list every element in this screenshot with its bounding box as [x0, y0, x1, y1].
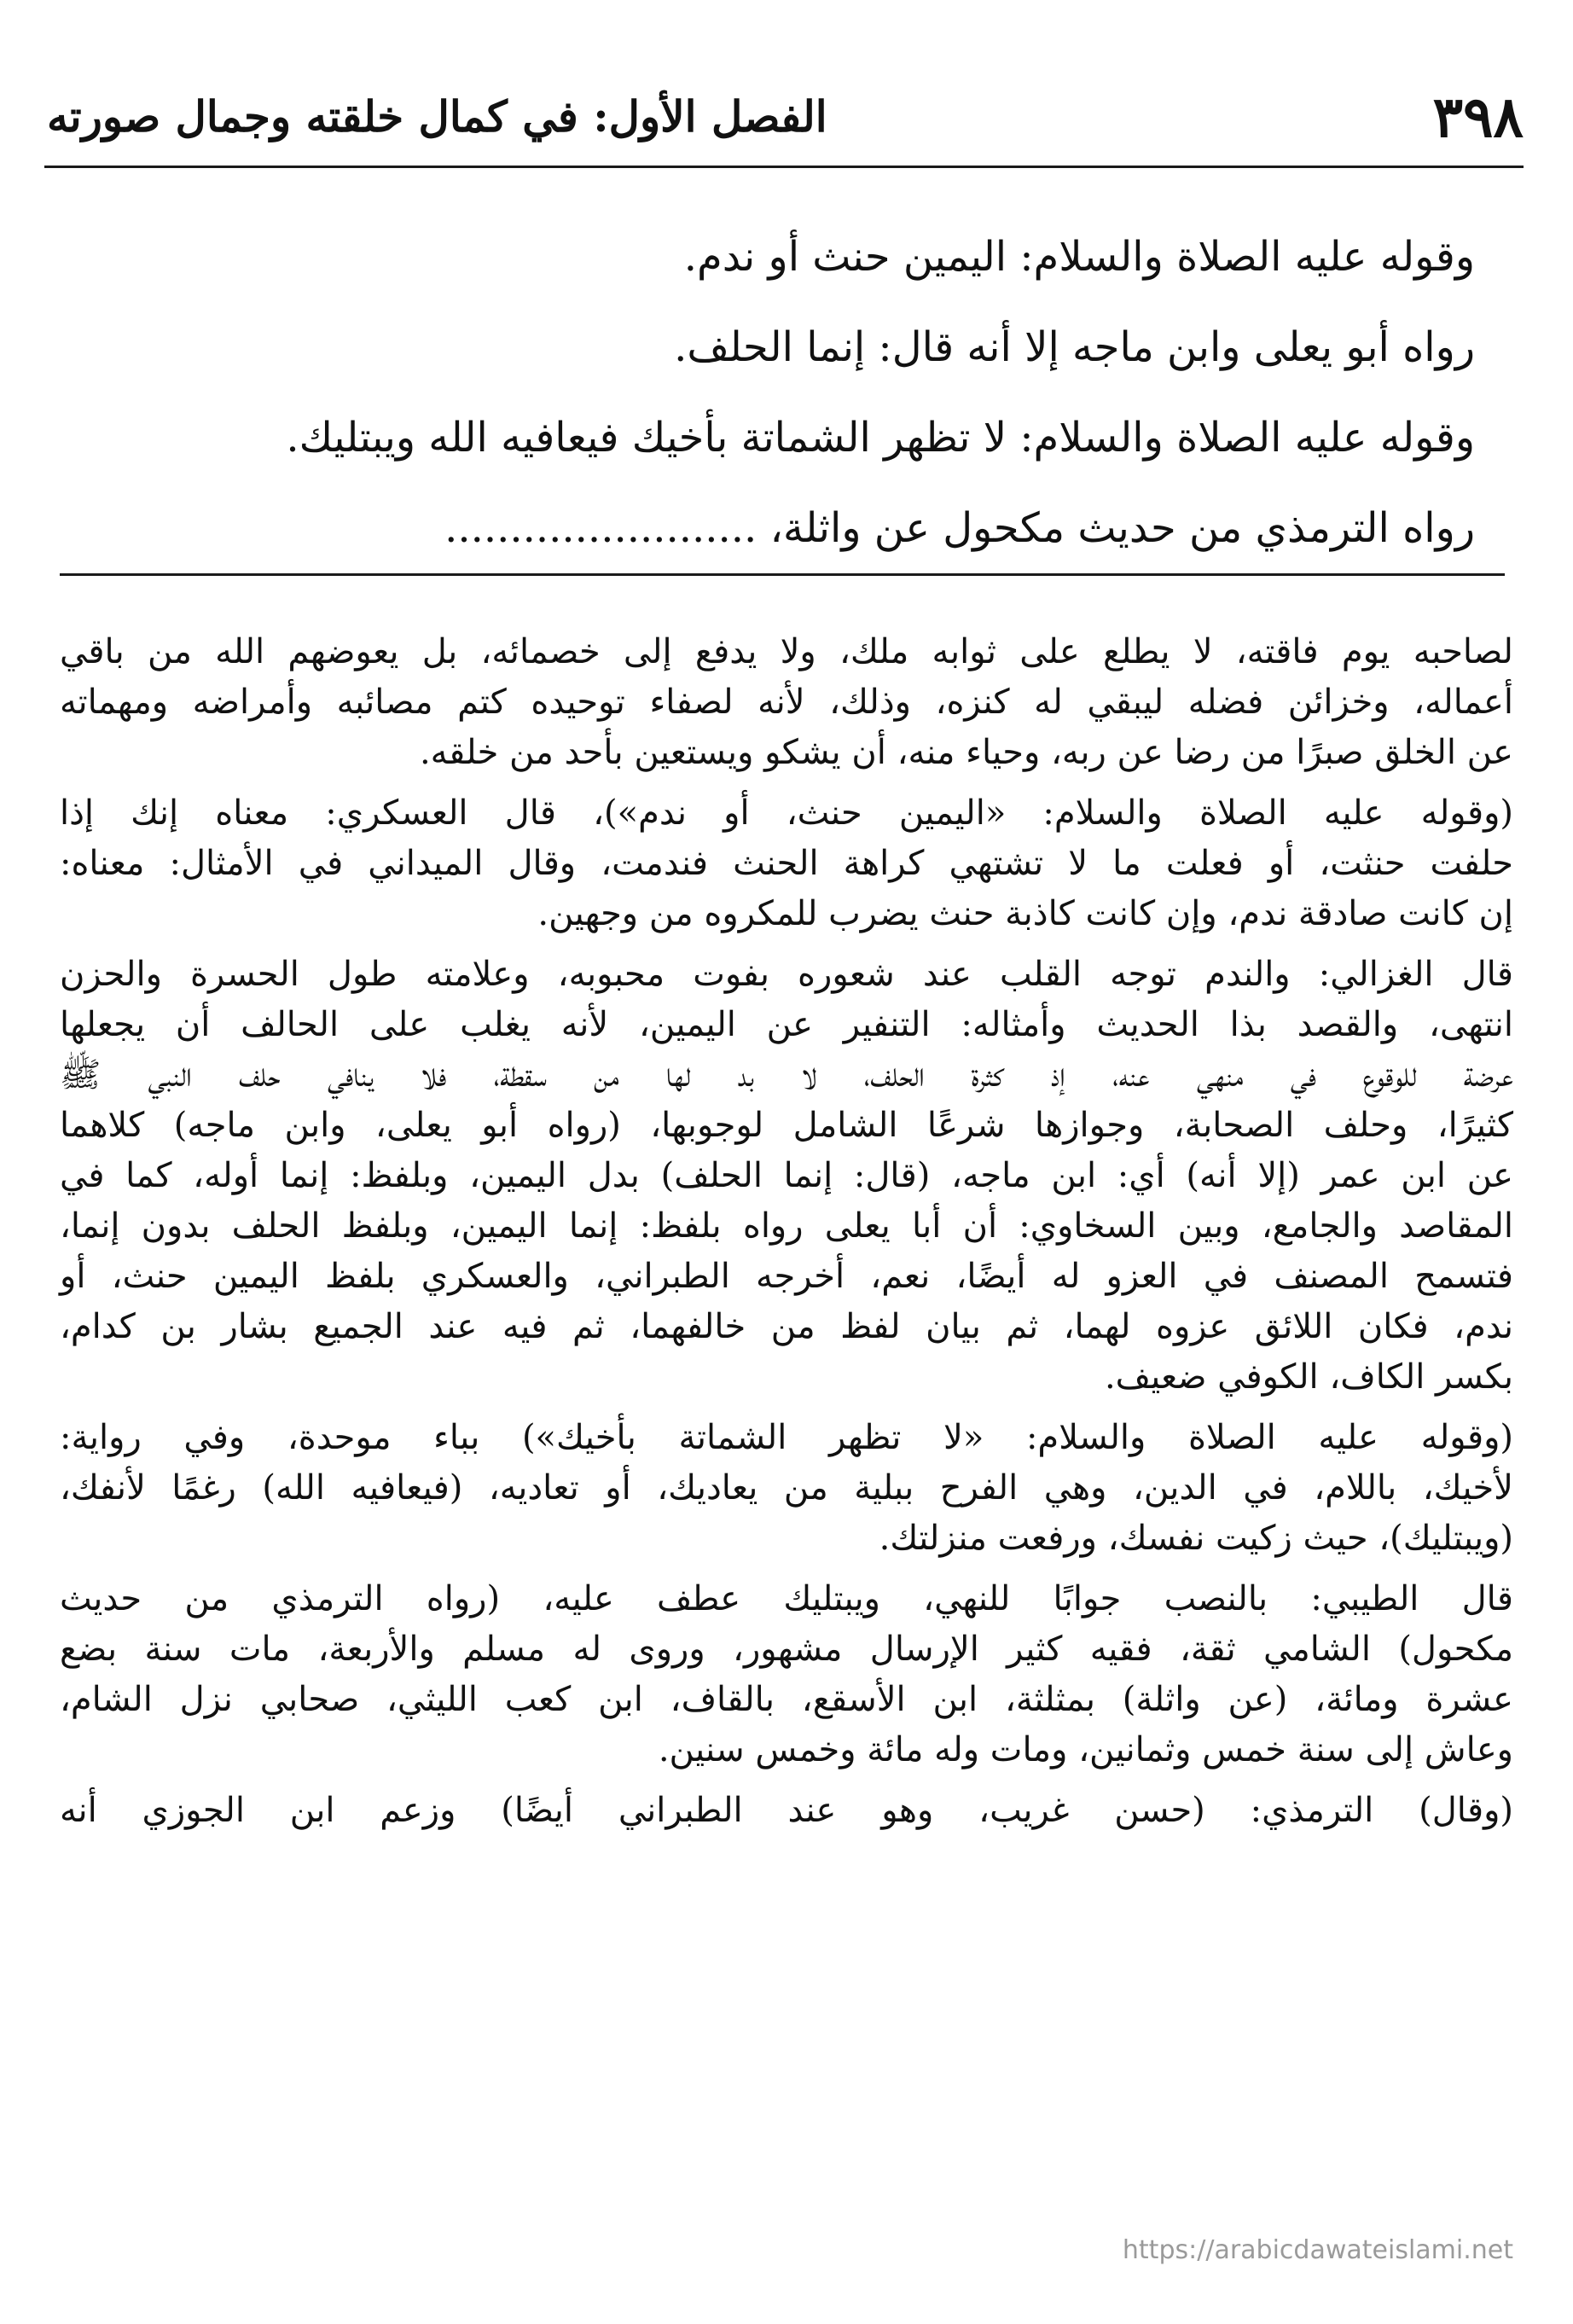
commentary-line: قال الغزالي: والندم توجه القلب عند شعوره بفوت محبوبه، وعلامته طول الحسرة والحزن	[60, 955, 1513, 994]
commentary-line: عن ابن عمر (إلا أنه) أي: ابن ماجه، (قال: إنما الحلف) بدل اليمين، وبلفظ: إنما أوله، كما في	[60, 1156, 1513, 1195]
matn-separator-rule	[60, 573, 1505, 576]
commentary-line: (ويبتليك)، حيث زكيت نفسك، ورفعت منزلتك.	[879, 1519, 1513, 1558]
commentary-line: عن الخلق صبرًا من رضا عن ربه، وحياء منه، أن يشكو ويستعين بأحد من خلقه.	[419, 733, 1513, 772]
matn-line: رواه أبو يعلى وابن ماجه إلا أنه قال: إنما الحلف.	[674, 323, 1475, 371]
matn-line: وقوله عليه الصلاة والسلام: لا تظهر الشماتة بأخيك فيعافيه الله ويبتليك.	[286, 414, 1475, 462]
header-rule	[44, 166, 1524, 168]
commentary-line: فتسمح المصنف في العزو له أيضًا، نعم، أخرجه الطبراني، والعسكري بلفظ اليمين حنث، أو	[60, 1257, 1513, 1296]
commentary-line: ندم، فكان اللائق عزوه لهما، ثم بيان لفظ من خالفهما، ثم فيه عند الجميع بشار بن كدام،	[60, 1307, 1513, 1346]
commentary-paragraph	[60, 627, 1513, 778]
commentary-line: (وقال) الترمذي: (حسن غريب، وهو عند الطبراني أيضًا) وزعم ابن الجوزي أنه	[60, 1791, 1513, 1830]
page-number: ٣٩٨	[1432, 84, 1524, 150]
commentary-line: (وقوله عليه الصلاة والسلام: «لا تظهر الشماتة بأخيك») بباء موحدة، وفي رواية:	[60, 1418, 1513, 1457]
commentary-line: مكحول) الشامي ثقة، فقيه كثير الإرسال مشهور، وروى له مسلم والأربعة، مات سنة بضع	[60, 1630, 1513, 1669]
page-header	[47, 78, 1524, 155]
commentary-line: وعاش إلى سنة خمس وثمانين، ومات وله مائة وخمس سنين.	[658, 1730, 1513, 1769]
commentary-line: قال الطيبي: بالنصب جوابًا للنهي، ويبتليك عطف عليه، (رواه الترمذي من حديث	[60, 1579, 1513, 1618]
commentary-line: عشرة ومائة، (عن واثلة) بمثلثة، ابن الأسقع، بالقاف، ابن كعب الليثي، صحابي نزل الشام،	[60, 1680, 1513, 1719]
matn-block	[102, 212, 1475, 573]
commentary-paragraph	[60, 1574, 1513, 1775]
commentary-block	[60, 627, 1513, 1846]
commentary-line: انتهى، والقصد بذا الحديث وأمثاله: التنفير عن اليمين، لأنه يغلب على الحالف أن يجعلها	[60, 1005, 1513, 1044]
commentary-paragraph	[60, 788, 1513, 939]
commentary-paragraph	[60, 1413, 1513, 1564]
commentary-line: حلفت حنثت، أو فعلت ما لا تشتهي كراهة الحنث فندمت، وقال الميداني في الأمثال: معناه:	[60, 844, 1513, 883]
commentary-line: بكسر الكاف، الكوفي ضعيف.	[1104, 1357, 1513, 1397]
commentary-line: لصاحبه يوم فاقته، لا يطلع على ثوابه ملك، ولا يدفع إلى خصمائه، بل يعوضهم الله من باقي	[60, 632, 1513, 671]
commentary-line: (وقوله عليه الصلاة والسلام: «اليمين حنث، أو ندم»)، قال العسكري: معناه إنك إذا	[60, 793, 1513, 833]
commentary-line: إن كانت صادقة ندم، وإن كانت كاذبة حنث يضرب للمكروه من وجهين.	[537, 894, 1513, 933]
commentary-line: لأخيك، باللام، في الدين، وهي الفرح ببلية من يعاديك، أو تعاديه، (فيعافيه الله) رغمًا لأنفك،	[60, 1468, 1513, 1508]
commentary-line: كثيرًا، وحلف الصحابة، وجوازها شرعًا الشامل لوجوبها، (رواه أبو يعلى، وابن ماجه) كلاهما	[60, 1106, 1513, 1145]
running-title: الفصل الأول: في كمال خلقته وجمال صورته	[47, 91, 827, 142]
matn-line: وقوله عليه الصلاة والسلام: اليمين حنث أو ندم.	[683, 233, 1475, 281]
commentary-line: أعماله، وخزائن فضله ليبقي له كنزه، وذلك، لأنه لصفاء توحيده كتم مصائبه وأمراضه ومهماته	[60, 683, 1513, 722]
site-watermark: https://arabicdawateislami.net	[1122, 2235, 1513, 2265]
commentary-line: المقاصد والجامع، وبين السخاوي: أن أبا يعلى رواه بلفظ: إنما اليمين، وبلفظ الحلف بدون إنما،	[60, 1206, 1513, 1246]
commentary-line: عرضة للوقوع في منهي عنه، إذ كثرة الحلف، لا بد لها من سقطة، فلا ينافي حلف النبي ﷺ	[60, 1055, 1513, 1095]
commentary-paragraph	[60, 950, 1513, 1403]
matn-line: رواه الترمذي من حديث مكحول عن واثلة، ........................	[444, 504, 1475, 552]
commentary-paragraph	[60, 1786, 1513, 1836]
